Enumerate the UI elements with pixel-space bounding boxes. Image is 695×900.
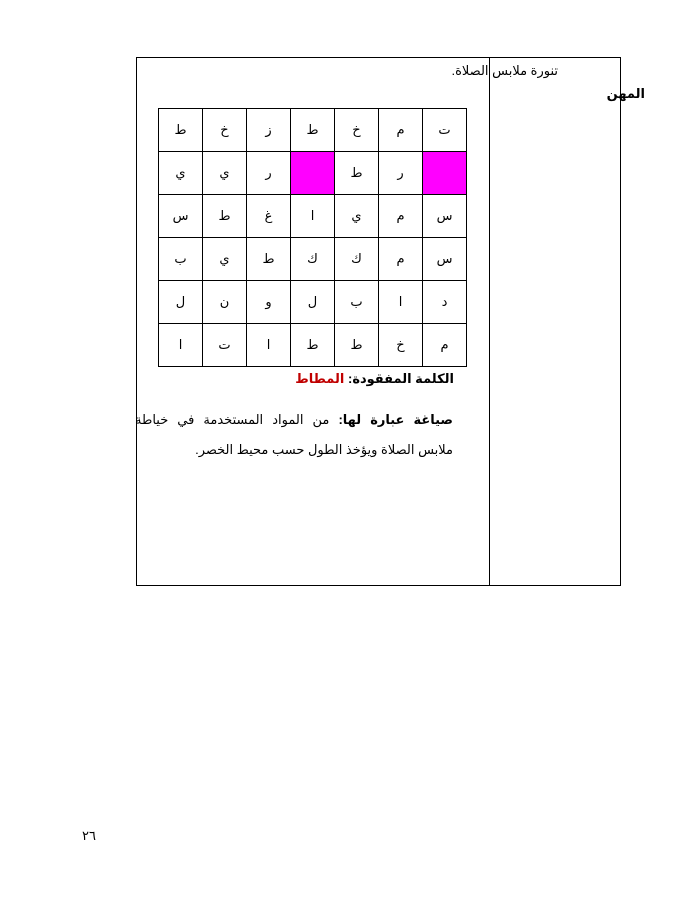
grid-cell: ي xyxy=(159,152,203,195)
grid-cell: م xyxy=(379,195,423,238)
grid-cell: خ xyxy=(203,109,247,152)
grid-cell: خ xyxy=(335,109,379,152)
grid-row xyxy=(159,152,467,195)
grid-cell: ا xyxy=(379,281,423,324)
grid-row xyxy=(159,281,467,324)
grid-cell: ل xyxy=(159,281,203,324)
grid-cell: ت xyxy=(203,324,247,367)
missing-word-answer: المطاط xyxy=(295,371,345,386)
grid-cell: ط xyxy=(335,152,379,195)
grid-cell: ط xyxy=(291,324,335,367)
page-number: ٢٦ xyxy=(82,828,96,843)
word-search-grid xyxy=(158,108,467,367)
grid-cell: س xyxy=(423,238,467,281)
missing-word-label: الكلمة المفقودة: xyxy=(347,371,454,386)
grid-row xyxy=(159,324,467,367)
grid-cell: ب xyxy=(335,281,379,324)
grid-row xyxy=(159,195,467,238)
grid-cell: ب xyxy=(159,238,203,281)
grid-cell: م xyxy=(379,109,423,152)
grid-cell: ط xyxy=(335,324,379,367)
grid-cell: ط xyxy=(203,195,247,238)
grid-cell: ر xyxy=(379,152,423,195)
grid-cell: ي xyxy=(203,152,247,195)
grid-cell: ي xyxy=(335,195,379,238)
grid-cell: و xyxy=(247,281,291,324)
puzzle-title: تنورة ملابس الصلاة. xyxy=(451,63,558,78)
grid-row xyxy=(159,238,467,281)
grid-cell: غ xyxy=(247,195,291,238)
missing-word-line xyxy=(295,371,454,387)
highlighted-grid-cell xyxy=(423,152,467,195)
grid-cell: ر xyxy=(247,152,291,195)
grid-cell: د xyxy=(423,281,467,324)
grid-cell: ا xyxy=(291,195,335,238)
grid-cell: ط xyxy=(247,238,291,281)
grid-cell: ت xyxy=(423,109,467,152)
grid-cell: ك xyxy=(291,238,335,281)
grid-cell: س xyxy=(423,195,467,238)
grid-cell: ن xyxy=(203,281,247,324)
category-label: المهن xyxy=(606,86,645,101)
statement-label: صياغة عبارة لها: xyxy=(338,412,453,427)
grid-cell: م xyxy=(423,324,467,367)
grid-cell: م xyxy=(379,238,423,281)
grid-cell: ك xyxy=(335,238,379,281)
grid-cell: س xyxy=(159,195,203,238)
grid-cell: ل xyxy=(291,281,335,324)
column-divider xyxy=(489,58,490,585)
grid-cell: ا xyxy=(159,324,203,367)
grid-row xyxy=(159,109,467,152)
grid-cell: ط xyxy=(291,109,335,152)
highlighted-grid-cell xyxy=(291,152,335,195)
statement-paragraph xyxy=(135,405,453,465)
grid-cell: ي xyxy=(203,238,247,281)
grid-cell: ا xyxy=(247,324,291,367)
statement-text: من المواد المستخدمة في خياطة ملابس الصلاة ويؤخذ الطول حسب محيط الخصر. xyxy=(135,412,453,457)
grid-cell: ز xyxy=(247,109,291,152)
grid-cell: ط xyxy=(159,109,203,152)
grid-cell: خ xyxy=(379,324,423,367)
